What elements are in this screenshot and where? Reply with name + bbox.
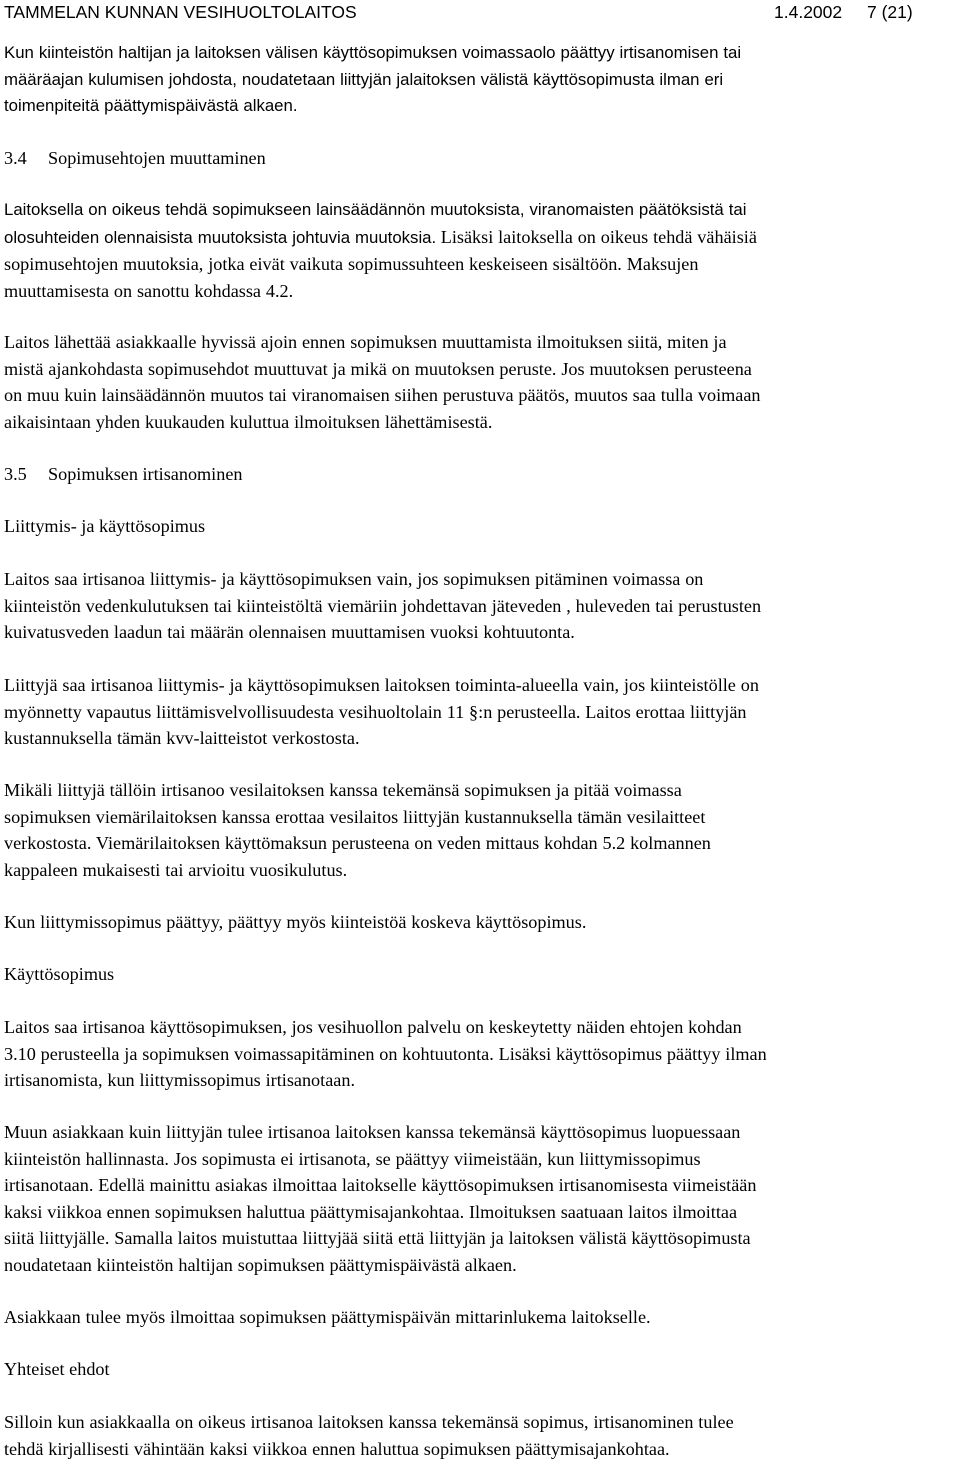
text-line: noudatetaan kiinteistön haltijan sopimuksen päättymispäivästä alkaen. <box>4 1254 517 1275</box>
text-line: Laitoksella on oikeus tehdä sopimukseen lainsäädännön muutoksista, viranomaisten päätöksistä tai <box>4 200 747 219</box>
text-line: myönnetty vapautus liittämisvelvollisuudesta vesihuoltolain 11 §:n perusteella. Laitos erottaa liittyjän <box>4 701 747 722</box>
text-line: kiinteistön hallinnasta. Jos sopimusta ei irtisanota, se päättyy viimeistään, kun liittymissopimus <box>4 1148 701 1169</box>
text-line: 3.10 perusteella ja sopimuksen voimassapitäminen on kohtuutonta. Lisäksi käyttösopimus päättyy ilman <box>4 1043 767 1064</box>
text-line: Liittyjä saa irtisanoa liittymis- ja käyttösopimuksen laitoksen toiminta-alueella vain, jos kiinteistölle on <box>4 675 759 695</box>
text-line: kustannuksella tämän kvv-laitteistot verkostosta. <box>4 728 360 748</box>
document-date: 1.4.2002 <box>774 2 843 22</box>
text-line: irtisanomista, kun liittymissopimus irtisanotaan. <box>4 1070 355 1090</box>
text-line: siitä liittyjälle. Samalla laitos muistuttaa liittyjää siitä että liittyjän ja laitoksen välistä käyttösopimusta <box>4 1228 751 1248</box>
section-heading-3-5 <box>4 461 243 488</box>
text-line: Silloin kun asiakkaalla on oikeus irtisanoa laitoksen kanssa tekemänsä sopimus, irtisanominen tulee <box>4 1412 734 1432</box>
text-line: Laitos saa irtisanoa liittymis- ja käyttösopimuksen vain, jos sopimuksen pitäminen voimassa on <box>4 569 704 589</box>
text-line: Lisäksi laitoksella on oikeus tehdä vähäisiä <box>440 226 757 247</box>
text-line: kaksi viikkoa ennen sopimuksen haluttua päättymisajankohtaa. Ilmoituksen saatuaan laitos ilmoittaa <box>4 1201 738 1222</box>
paragraph-written-notice <box>4 1409 956 1462</box>
text-line: Kun liittymissopimus päättyy, päättyy myös kiinteistöä koskeva käyttösopimus. <box>4 912 587 932</box>
text-line: Mikäli liittyjä tällöin irtisanoo vesilaitoksen kanssa tekemänsä sopimuksen ja pitää voimassa <box>4 780 682 800</box>
text-line: kiinteistön vedenkulutuksen tai kiinteistöltä viemäriin johdettavan jäteveden , huleveden tai perustusten <box>4 595 762 616</box>
subheading-connection-and-usage: Liittymis- ja käyttösopimus <box>4 516 206 536</box>
text-line: toimenpiteitä päättymispäivästä alkaen. <box>4 96 298 115</box>
text-line: kuivatusveden laadun tai määrän olennaisen muuttamisen vuoksi kohtuutonta. <box>4 622 575 642</box>
subheading-usage-contract: Käyttösopimus <box>4 964 115 984</box>
paragraph-connection-ends <box>4 909 956 936</box>
text-line: aikaisintaan yhden kuukauden kuluttua ilmoituksen lähettämisestä. <box>4 411 493 432</box>
text-line: Jos muutoksen perusteena <box>561 358 752 379</box>
paragraph-meter-reading <box>4 1304 956 1331</box>
paragraph-customer-termination <box>4 672 956 752</box>
page-number: 7 (21) <box>867 2 913 22</box>
text-line: sopimuksen viemärilaitoksen kanssa erottaa vesilaitos liittyjän kustannuksella tämän vesilaitteet <box>4 806 706 827</box>
text-line: sopimusehtojen muutoksia, jotka eivät vaikuta sopimussuhteen keskeiseen sisältöön. <box>4 254 622 274</box>
page-header <box>4 0 952 24</box>
text-line: irtisanotaan. Edellä mainittu asiakas ilmoittaa laitokselle käyttösopimuksen irtisanomisesta viimeistään <box>4 1175 757 1195</box>
text-line: tehdä kirjallisesti vähintään kaksi viikkoa ennen haluttua sopimuksen päättymisajankohtaa. <box>4 1438 670 1459</box>
paragraph-utility-termination <box>4 566 956 646</box>
text-line: Laitos saa irtisanoa käyttösopimuksen, jos vesihuollon palvelu on keskeytetty näiden ehtojen kohdan <box>4 1017 742 1037</box>
section-number: 3.5 <box>4 464 27 484</box>
paragraph-other-customer <box>4 1119 956 1278</box>
text-line: määräajan kulumisen johdosta, noudatetaan liittyjän jalaitoksen välistä käyttösopimusta ilman eri <box>4 69 724 89</box>
text-line: verkostosta. Viemärilaitoksen käyttömaksun perusteena on veden mittaus kohdan 5.2 kolmannen <box>4 833 711 853</box>
text-line: Muun asiakkaan kuin liittyjän tulee irtisanoa laitoksen kanssa tekemänsä käyttösopimus luopuessaan <box>4 1122 741 1142</box>
section-number: 3.4 <box>4 148 27 168</box>
paragraph-amendment-rights <box>4 197 956 304</box>
text-line: olosuhteiden olennaisista muutoksista johtuvia muutoksia. <box>4 227 437 247</box>
paragraph-notification <box>4 329 956 435</box>
text-line: Maksujen <box>626 254 699 274</box>
section-heading-3-4 <box>4 145 266 172</box>
text-line: Laitos lähettää asiakkaalle hyvissä ajoin ennen sopimuksen muuttamista ilmoituksen siitä, miten ja <box>4 332 727 352</box>
paragraph-water-sewer-split <box>4 777 956 883</box>
text-line: Asiakkaan tulee myös ilmoittaa sopimuksen päättymispäivän mittarinlukema laitokselle. <box>4 1307 651 1327</box>
text-line: Kun kiinteistön haltijan ja laitoksen välisen käyttösopimuksen voimassaolo päättyy irtisanomisen tai <box>4 43 742 62</box>
paragraph-contract-end <box>4 40 956 120</box>
section-title: Sopimusehtojen muuttaminen <box>48 148 266 168</box>
text-line: mistä ajankohdasta sopimusehdot muuttuvat ja mikä on muutoksen peruste. <box>4 358 557 379</box>
paragraph-usage-termination <box>4 1014 956 1094</box>
organization-name: TAMMELAN KUNNAN VESIHUOLTOLAITOS <box>4 2 357 22</box>
text-line: kappaleen mukaisesti tai arvioitu vuosikulutus. <box>4 859 348 880</box>
subheading-common-terms: Yhteiset ehdot <box>4 1359 110 1379</box>
text-line: muuttamisesta on sanottu kohdassa 4.2. <box>4 280 294 301</box>
section-title: Sopimuksen irtisanominen <box>48 464 243 484</box>
text-line: on muu kuin lainsäädännön muutos tai viranomaisen siihen perustuva päätös, muutos saa tulla voimaan <box>4 385 761 405</box>
